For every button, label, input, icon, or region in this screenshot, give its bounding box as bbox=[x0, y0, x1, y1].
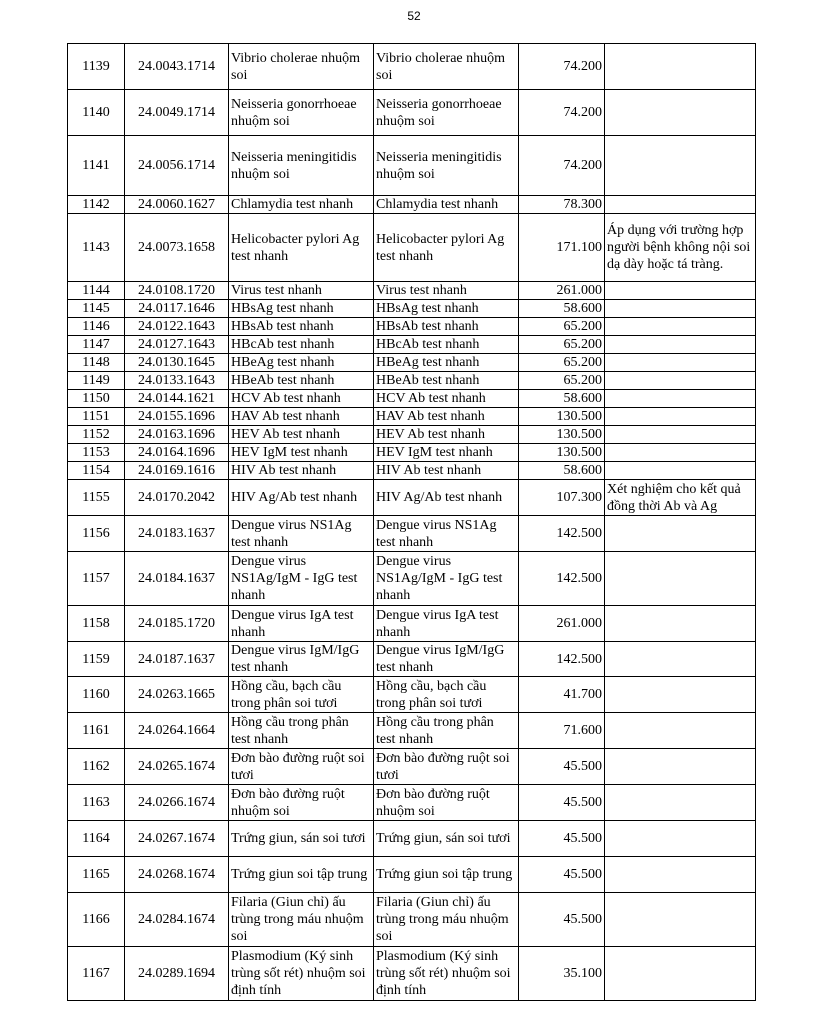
service-code-cell: 24.0144.1621 bbox=[125, 390, 229, 408]
service-code-cell: 24.0183.1637 bbox=[125, 516, 229, 552]
service-name-alt-cell: HEV IgM test nhanh bbox=[374, 444, 519, 462]
table-row bbox=[68, 857, 756, 893]
price-cell: 65.200 bbox=[519, 372, 605, 390]
service-name-alt-cell: Dengue virus NS1Ag/IgM - IgG test nhanh bbox=[374, 552, 519, 606]
note-cell bbox=[605, 677, 756, 713]
price-table bbox=[67, 43, 756, 1001]
service-name-alt-cell: Plasmodium (Ký sinh trùng sốt rét) nhuộm soi định tính bbox=[374, 947, 519, 1001]
row-number-cell: 1155 bbox=[68, 480, 125, 516]
note-cell bbox=[605, 136, 756, 196]
note-cell bbox=[605, 318, 756, 336]
service-name-cell: Plasmodium (Ký sinh trùng sốt rét) nhuộm soi định tính bbox=[229, 947, 374, 1001]
service-name-alt-cell: HBeAb test nhanh bbox=[374, 372, 519, 390]
service-name-cell: HIV Ab test nhanh bbox=[229, 462, 374, 480]
price-cell: 130.500 bbox=[519, 444, 605, 462]
price-cell: 74.200 bbox=[519, 136, 605, 196]
table-row bbox=[68, 44, 756, 90]
table-row bbox=[68, 821, 756, 857]
table-row bbox=[68, 282, 756, 300]
service-name-alt-cell: Neisseria meningitidis nhuộm soi bbox=[374, 136, 519, 196]
service-name-alt-cell: Dengue virus IgA test nhanh bbox=[374, 606, 519, 642]
service-code-cell: 24.0049.1714 bbox=[125, 90, 229, 136]
price-cell: 130.500 bbox=[519, 426, 605, 444]
service-code-cell: 24.0155.1696 bbox=[125, 408, 229, 426]
row-number-cell: 1152 bbox=[68, 426, 125, 444]
price-cell: 171.100 bbox=[519, 214, 605, 282]
table-row bbox=[68, 90, 756, 136]
table-row bbox=[68, 354, 756, 372]
service-code-cell: 24.0265.1674 bbox=[125, 749, 229, 785]
note-cell bbox=[605, 336, 756, 354]
note-cell bbox=[605, 462, 756, 480]
note-cell bbox=[605, 947, 756, 1001]
row-number-cell: 1157 bbox=[68, 552, 125, 606]
row-number-cell: 1143 bbox=[68, 214, 125, 282]
row-number-cell: 1166 bbox=[68, 893, 125, 947]
service-name-cell: HBeAb test nhanh bbox=[229, 372, 374, 390]
service-name-cell: HBsAb test nhanh bbox=[229, 318, 374, 336]
service-name-cell: Helicobacter pylori Ag test nhanh bbox=[229, 214, 374, 282]
service-code-cell: 24.0268.1674 bbox=[125, 857, 229, 893]
price-cell: 130.500 bbox=[519, 408, 605, 426]
table-row bbox=[68, 462, 756, 480]
price-cell: 142.500 bbox=[519, 552, 605, 606]
row-number-cell: 1154 bbox=[68, 462, 125, 480]
service-name-alt-cell: Đơn bào đường ruột soi tươi bbox=[374, 749, 519, 785]
price-cell: 41.700 bbox=[519, 677, 605, 713]
service-name-cell: Đơn bào đường ruột nhuộm soi bbox=[229, 785, 374, 821]
row-number-cell: 1160 bbox=[68, 677, 125, 713]
service-name-alt-cell: HBcAb test nhanh bbox=[374, 336, 519, 354]
row-number-cell: 1145 bbox=[68, 300, 125, 318]
price-cell: 45.500 bbox=[519, 749, 605, 785]
service-code-cell: 24.0133.1643 bbox=[125, 372, 229, 390]
service-name-cell: Neisseria gonorrhoeae nhuộm soi bbox=[229, 90, 374, 136]
row-number-cell: 1164 bbox=[68, 821, 125, 857]
note-cell: Áp dụng với trường hợp người bệnh không nội soi dạ dày hoặc tá tràng. bbox=[605, 214, 756, 282]
note-cell bbox=[605, 44, 756, 90]
service-name-cell: Vibrio cholerae nhuộm soi bbox=[229, 44, 374, 90]
note-cell bbox=[605, 749, 756, 785]
service-name-alt-cell: Dengue virus NS1Ag test nhanh bbox=[374, 516, 519, 552]
note-cell bbox=[605, 426, 756, 444]
table-row bbox=[68, 318, 756, 336]
row-number-cell: 1139 bbox=[68, 44, 125, 90]
note-cell bbox=[605, 90, 756, 136]
row-number-cell: 1158 bbox=[68, 606, 125, 642]
service-name-alt-cell: HCV Ab test nhanh bbox=[374, 390, 519, 408]
service-code-cell: 24.0169.1616 bbox=[125, 462, 229, 480]
row-number-cell: 1165 bbox=[68, 857, 125, 893]
service-code-cell: 24.0263.1665 bbox=[125, 677, 229, 713]
note-cell bbox=[605, 300, 756, 318]
price-cell: 45.500 bbox=[519, 857, 605, 893]
note-cell bbox=[605, 282, 756, 300]
table-row bbox=[68, 606, 756, 642]
table-row bbox=[68, 480, 756, 516]
service-name-alt-cell: HAV Ab test nhanh bbox=[374, 408, 519, 426]
table-row bbox=[68, 713, 756, 749]
service-name-alt-cell: Hồng cầu trong phân test nhanh bbox=[374, 713, 519, 749]
service-name-alt-cell: HIV Ag/Ab test nhanh bbox=[374, 480, 519, 516]
service-name-alt-cell: Filaria (Giun chỉ) ấu trùng trong máu nhuộm soi bbox=[374, 893, 519, 947]
note-cell bbox=[605, 821, 756, 857]
service-name-alt-cell: Vibrio cholerae nhuộm soi bbox=[374, 44, 519, 90]
price-cell: 261.000 bbox=[519, 282, 605, 300]
service-code-cell: 24.0289.1694 bbox=[125, 947, 229, 1001]
service-name-cell: Dengue virus IgM/IgG test nhanh bbox=[229, 642, 374, 677]
price-cell: 65.200 bbox=[519, 354, 605, 372]
note-cell bbox=[605, 857, 756, 893]
service-name-cell: HBsAg test nhanh bbox=[229, 300, 374, 318]
price-cell: 107.300 bbox=[519, 480, 605, 516]
service-name-cell: Filaria (Giun chỉ) ấu trùng trong máu nhuộm soi bbox=[229, 893, 374, 947]
row-number-cell: 1162 bbox=[68, 749, 125, 785]
table-row bbox=[68, 196, 756, 214]
service-code-cell: 24.0266.1674 bbox=[125, 785, 229, 821]
row-number-cell: 1146 bbox=[68, 318, 125, 336]
table-row bbox=[68, 516, 756, 552]
service-code-cell: 24.0130.1645 bbox=[125, 354, 229, 372]
service-name-alt-cell: Virus test nhanh bbox=[374, 282, 519, 300]
price-cell: 261.000 bbox=[519, 606, 605, 642]
row-number-cell: 1159 bbox=[68, 642, 125, 677]
table-row bbox=[68, 136, 756, 196]
price-cell: 35.100 bbox=[519, 947, 605, 1001]
service-code-cell: 24.0187.1637 bbox=[125, 642, 229, 677]
service-code-cell: 24.0056.1714 bbox=[125, 136, 229, 196]
table-row bbox=[68, 426, 756, 444]
service-name-cell: Hồng cầu trong phân test nhanh bbox=[229, 713, 374, 749]
table-row bbox=[68, 785, 756, 821]
price-cell: 45.500 bbox=[519, 893, 605, 947]
service-code-cell: 24.0043.1714 bbox=[125, 44, 229, 90]
service-name-alt-cell: HBeAg test nhanh bbox=[374, 354, 519, 372]
service-code-cell: 24.0117.1646 bbox=[125, 300, 229, 318]
note-cell bbox=[605, 390, 756, 408]
note-cell bbox=[605, 408, 756, 426]
service-name-cell: HIV Ag/Ab test nhanh bbox=[229, 480, 374, 516]
row-number-cell: 1151 bbox=[68, 408, 125, 426]
note-cell bbox=[605, 354, 756, 372]
price-cell: 58.600 bbox=[519, 462, 605, 480]
service-name-cell: Trứng giun soi tập trung bbox=[229, 857, 374, 893]
service-code-cell: 24.0163.1696 bbox=[125, 426, 229, 444]
service-name-cell: Neisseria meningitidis nhuộm soi bbox=[229, 136, 374, 196]
service-name-alt-cell: Chlamydia test nhanh bbox=[374, 196, 519, 214]
note-cell bbox=[605, 642, 756, 677]
row-number-cell: 1149 bbox=[68, 372, 125, 390]
service-code-cell: 24.0184.1637 bbox=[125, 552, 229, 606]
row-number-cell: 1161 bbox=[68, 713, 125, 749]
table-row bbox=[68, 390, 756, 408]
service-name-cell: HBeAg test nhanh bbox=[229, 354, 374, 372]
price-table-body bbox=[68, 44, 756, 1001]
service-name-cell: HAV Ab test nhanh bbox=[229, 408, 374, 426]
price-cell: 74.200 bbox=[519, 90, 605, 136]
price-cell: 78.300 bbox=[519, 196, 605, 214]
service-name-cell: Dengue virus NS1Ag/IgM - IgG test nhanh bbox=[229, 552, 374, 606]
price-cell: 45.500 bbox=[519, 821, 605, 857]
table-row bbox=[68, 372, 756, 390]
note-cell bbox=[605, 196, 756, 214]
service-name-cell: Trứng giun, sán soi tươi bbox=[229, 821, 374, 857]
row-number-cell: 1144 bbox=[68, 282, 125, 300]
row-number-cell: 1140 bbox=[68, 90, 125, 136]
service-code-cell: 24.0170.2042 bbox=[125, 480, 229, 516]
service-code-cell: 24.0127.1643 bbox=[125, 336, 229, 354]
note-cell bbox=[605, 785, 756, 821]
service-code-cell: 24.0284.1674 bbox=[125, 893, 229, 947]
table-row bbox=[68, 444, 756, 462]
service-name-cell: Chlamydia test nhanh bbox=[229, 196, 374, 214]
service-name-cell: Đơn bào đường ruột soi tươi bbox=[229, 749, 374, 785]
service-name-alt-cell: HBsAg test nhanh bbox=[374, 300, 519, 318]
service-name-alt-cell: Dengue virus IgM/IgG test nhanh bbox=[374, 642, 519, 677]
price-cell: 65.200 bbox=[519, 318, 605, 336]
note-cell bbox=[605, 893, 756, 947]
service-name-cell: HEV IgM test nhanh bbox=[229, 444, 374, 462]
table-row bbox=[68, 336, 756, 354]
service-name-cell: HCV Ab test nhanh bbox=[229, 390, 374, 408]
table-row bbox=[68, 408, 756, 426]
table-row bbox=[68, 893, 756, 947]
table-row bbox=[68, 552, 756, 606]
table-row bbox=[68, 947, 756, 1001]
service-name-cell: Virus test nhanh bbox=[229, 282, 374, 300]
page-number: 52 bbox=[407, 9, 421, 23]
service-code-cell: 24.0073.1658 bbox=[125, 214, 229, 282]
price-cell: 71.600 bbox=[519, 713, 605, 749]
service-code-cell: 24.0122.1643 bbox=[125, 318, 229, 336]
row-number-cell: 1163 bbox=[68, 785, 125, 821]
note-cell: Xét nghiệm cho kết quả đồng thời Ab và Ag bbox=[605, 480, 756, 516]
note-cell bbox=[605, 713, 756, 749]
note-cell bbox=[605, 606, 756, 642]
service-name-cell: HEV Ab test nhanh bbox=[229, 426, 374, 444]
table-row bbox=[68, 214, 756, 282]
row-number-cell: 1148 bbox=[68, 354, 125, 372]
table-row bbox=[68, 300, 756, 318]
service-name-alt-cell: HEV Ab test nhanh bbox=[374, 426, 519, 444]
price-cell: 142.500 bbox=[519, 516, 605, 552]
service-code-cell: 24.0108.1720 bbox=[125, 282, 229, 300]
price-cell: 45.500 bbox=[519, 785, 605, 821]
price-cell: 58.600 bbox=[519, 390, 605, 408]
service-code-cell: 24.0267.1674 bbox=[125, 821, 229, 857]
service-name-alt-cell: Đơn bào đường ruột nhuộm soi bbox=[374, 785, 519, 821]
row-number-cell: 1141 bbox=[68, 136, 125, 196]
row-number-cell: 1153 bbox=[68, 444, 125, 462]
service-name-cell: Dengue virus IgA test nhanh bbox=[229, 606, 374, 642]
table-row bbox=[68, 677, 756, 713]
price-cell: 142.500 bbox=[519, 642, 605, 677]
service-name-alt-cell: Trứng giun soi tập trung bbox=[374, 857, 519, 893]
service-name-alt-cell: Helicobacter pylori Ag test nhanh bbox=[374, 214, 519, 282]
table-row bbox=[68, 642, 756, 677]
row-number-cell: 1156 bbox=[68, 516, 125, 552]
service-name-alt-cell: HBsAb test nhanh bbox=[374, 318, 519, 336]
service-code-cell: 24.0264.1664 bbox=[125, 713, 229, 749]
note-cell bbox=[605, 552, 756, 606]
price-cell: 65.200 bbox=[519, 336, 605, 354]
service-name-cell: HBcAb test nhanh bbox=[229, 336, 374, 354]
service-name-alt-cell: Hồng cầu, bạch cầu trong phân soi tươi bbox=[374, 677, 519, 713]
service-name-cell: Hồng cầu, bạch cầu trong phân soi tươi bbox=[229, 677, 374, 713]
service-code-cell: 24.0185.1720 bbox=[125, 606, 229, 642]
note-cell bbox=[605, 516, 756, 552]
row-number-cell: 1142 bbox=[68, 196, 125, 214]
row-number-cell: 1147 bbox=[68, 336, 125, 354]
service-code-cell: 24.0164.1696 bbox=[125, 444, 229, 462]
service-name-cell: Dengue virus NS1Ag test nhanh bbox=[229, 516, 374, 552]
service-code-cell: 24.0060.1627 bbox=[125, 196, 229, 214]
note-cell bbox=[605, 444, 756, 462]
row-number-cell: 1167 bbox=[68, 947, 125, 1001]
table-row bbox=[68, 749, 756, 785]
row-number-cell: 1150 bbox=[68, 390, 125, 408]
price-cell: 74.200 bbox=[519, 44, 605, 90]
note-cell bbox=[605, 372, 756, 390]
price-cell: 58.600 bbox=[519, 300, 605, 318]
service-name-alt-cell: HIV Ab test nhanh bbox=[374, 462, 519, 480]
service-name-alt-cell: Trứng giun, sán soi tươi bbox=[374, 821, 519, 857]
service-name-alt-cell: Neisseria gonorrhoeae nhuộm soi bbox=[374, 90, 519, 136]
